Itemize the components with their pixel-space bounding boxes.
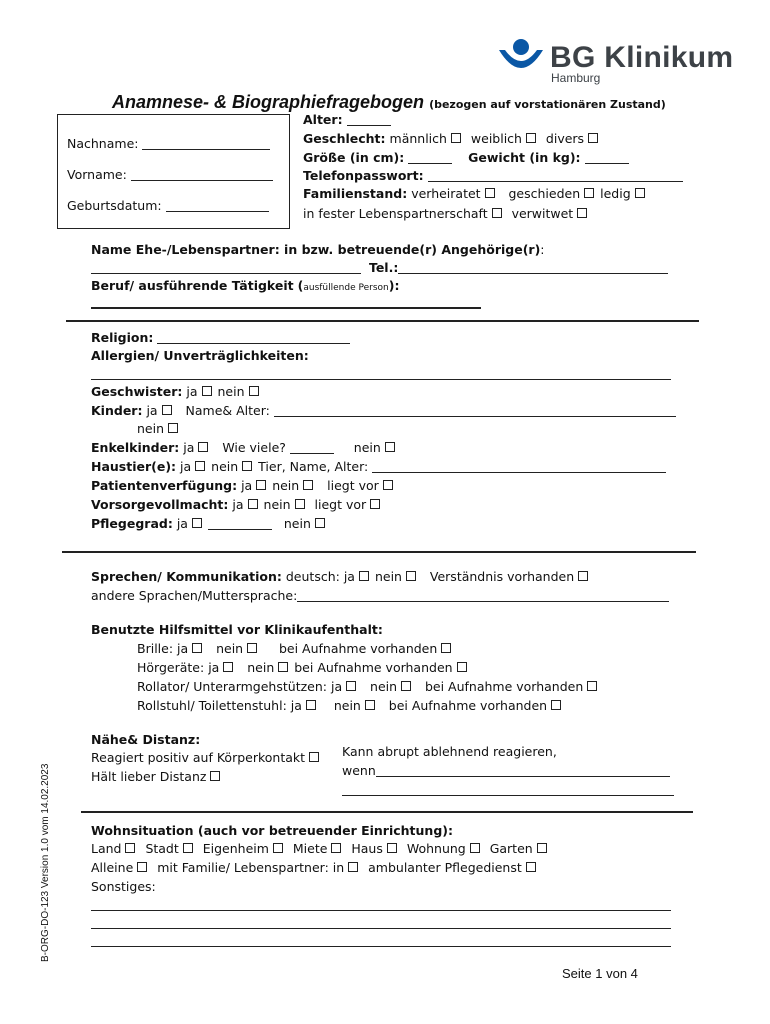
- vorsorgevollmacht-ja-checkbox[interactable]: [248, 499, 258, 509]
- beruf-label: Beruf/ ausführende Tätigkeit (ausfüllende Person):: [91, 278, 400, 293]
- beruf-line[interactable]: [91, 307, 481, 309]
- partner-name-label: Name Ehe-/Lebenspartner: in bzw. betreuende(r) Angehörige(r):: [91, 242, 545, 257]
- section-divider: [62, 551, 696, 553]
- religion-field[interactable]: Religion:: [91, 332, 350, 345]
- geschieden-checkbox[interactable]: [584, 188, 594, 198]
- sonstiges-label: Sonstiges:: [91, 879, 156, 894]
- geschwister-ja-checkbox[interactable]: [202, 386, 212, 396]
- allergien-label: Allergien/ Unverträglichkeiten:: [91, 348, 309, 363]
- hilfsmittel-label: Benutzte Hilfsmittel vor Klinikaufenthalt:: [91, 622, 383, 637]
- logo-city: Hamburg: [551, 71, 601, 85]
- pflegedienst-checkbox[interactable]: [526, 862, 536, 872]
- pflegegrad-field[interactable]: [208, 518, 272, 530]
- sonstiges-line-3[interactable]: [91, 946, 671, 947]
- patientenverfuegung-row: Patientenverfügung: ja nein liegt vor: [91, 480, 395, 493]
- hoergeraete-nein-checkbox[interactable]: [278, 662, 288, 672]
- vorsorgevollmacht-nein-checkbox[interactable]: [295, 499, 305, 509]
- deutsch-ja-checkbox[interactable]: [359, 571, 369, 581]
- pflegegrad-ja-checkbox[interactable]: [192, 518, 202, 528]
- rollator-aufnahme-checkbox[interactable]: [587, 681, 597, 691]
- familie-checkbox[interactable]: [348, 862, 358, 872]
- wenn-field[interactable]: wenn: [342, 765, 670, 778]
- land-checkbox[interactable]: [125, 843, 135, 853]
- patientenverfuegung-ja-checkbox[interactable]: [256, 480, 266, 490]
- section-divider: [66, 320, 699, 322]
- vorsorgevollmacht-row: Vorsorgevollmacht: ja nein liegt vor: [91, 499, 382, 512]
- partnerschaft-checkbox[interactable]: [492, 208, 502, 218]
- partner-name-tel-field[interactable]: Tel.:: [91, 262, 668, 275]
- partnerschaft-row: in fester Lebenspartnerschaft verwitwet: [303, 208, 589, 221]
- hoergeraete-row: Hörgeräte: ja nein bei Aufnahme vorhanden: [137, 662, 469, 675]
- alleine-checkbox[interactable]: [137, 862, 147, 872]
- rollator-nein-checkbox[interactable]: [401, 681, 411, 691]
- kinder-ja-checkbox[interactable]: [162, 405, 172, 415]
- geschwister-nein-checkbox[interactable]: [249, 386, 259, 396]
- form-title: Anamnese- & Biographiefragebogen (bezogen auf vorstationären Zustand): [112, 92, 666, 112]
- hoergeraete-ja-checkbox[interactable]: [223, 662, 233, 672]
- allergien-line[interactable]: [91, 379, 671, 380]
- abrupt-label: Kann abrupt ablehnend reagieren,: [342, 744, 557, 759]
- logo-name: BG Klinikum: [550, 41, 734, 74]
- patientenverfuegung-liegt-vor-checkbox[interactable]: [383, 480, 393, 490]
- enkelkinder-row: Enkelkinder: ja Wie viele? nein: [91, 442, 397, 455]
- naehe-label: Nähe& Distanz:: [91, 732, 201, 747]
- brille-row: Brille: ja nein bei Aufnahme vorhanden: [137, 643, 453, 656]
- vorname-field[interactable]: Vorname:: [67, 169, 273, 182]
- alter-field[interactable]: Alter:: [303, 114, 391, 127]
- familienstand-row: Familienstand: verheiratet geschieden ledig: [303, 188, 647, 201]
- title-note: (bezogen auf vorstationären Zustand): [429, 98, 666, 111]
- page-number: Seite 1 von 4: [562, 966, 638, 981]
- rollstuhl-ja-checkbox[interactable]: [306, 700, 316, 710]
- brille-aufnahme-checkbox[interactable]: [441, 643, 451, 653]
- distanz-row: Hält lieber Distanz: [91, 771, 222, 784]
- sonstiges-line-1[interactable]: [91, 910, 671, 911]
- koerperkontakt-checkbox[interactable]: [309, 752, 319, 762]
- divers-checkbox[interactable]: [588, 133, 598, 143]
- geschwister-row: Geschwister: ja nein: [91, 386, 261, 399]
- wohnsituation-label: Wohnsituation (auch vor betreuender Einrichtung):: [91, 823, 453, 838]
- verstaendnis-checkbox[interactable]: [578, 571, 588, 581]
- alleine-row: Alleine mit Familie/ Lebenspartner: in ambulanter Pflegedienst: [91, 862, 538, 875]
- miete-checkbox[interactable]: [331, 843, 341, 853]
- kinder-row: Kinder: ja Name& Alter:: [91, 405, 676, 418]
- wenn-line-2[interactable]: [342, 795, 674, 796]
- telefonpasswort-field[interactable]: Telefonpasswort:: [303, 170, 683, 183]
- haustier-row: Haustier(e): ja nein Tier, Name, Alter:: [91, 461, 666, 474]
- wohnsituation-row: Land Stadt Eigenheim Miete Haus Wohnung Garten: [91, 843, 549, 856]
- kinder-nein-checkbox[interactable]: [168, 423, 178, 433]
- patientenverfuegung-nein-checkbox[interactable]: [303, 480, 313, 490]
- verwitwet-checkbox[interactable]: [577, 208, 587, 218]
- haus-checkbox[interactable]: [387, 843, 397, 853]
- garten-checkbox[interactable]: [537, 843, 547, 853]
- verheiratet-checkbox[interactable]: [485, 188, 495, 198]
- vorsorgevollmacht-liegt-vor-checkbox[interactable]: [370, 499, 380, 509]
- sonstiges-line-2[interactable]: [91, 928, 671, 929]
- geburtsdatum-field[interactable]: Geburtsdatum:: [67, 200, 269, 213]
- deutsch-nein-checkbox[interactable]: [406, 571, 416, 581]
- enkelkinder-ja-checkbox[interactable]: [198, 442, 208, 452]
- maennlich-checkbox[interactable]: [451, 133, 461, 143]
- hoergeraete-aufnahme-checkbox[interactable]: [457, 662, 467, 672]
- rollstuhl-row: Rollstuhl/ Toilettenstuhl: ja nein bei Aufnahme vorhanden: [137, 700, 563, 713]
- kinder-nein-row: nein: [137, 423, 180, 436]
- haustier-name-field[interactable]: [372, 461, 666, 473]
- rollstuhl-nein-checkbox[interactable]: [365, 700, 375, 710]
- brille-ja-checkbox[interactable]: [192, 643, 202, 653]
- pflegegrad-nein-checkbox[interactable]: [315, 518, 325, 528]
- rollstuhl-aufnahme-checkbox[interactable]: [551, 700, 561, 710]
- kinder-name-field[interactable]: [274, 405, 676, 417]
- enkelkinder-nein-checkbox[interactable]: [385, 442, 395, 452]
- distanz-checkbox[interactable]: [210, 771, 220, 781]
- rollator-row: Rollator/ Unterarmgehstützen: ja nein bei Aufnahme vorhanden: [137, 681, 599, 694]
- stadt-checkbox[interactable]: [183, 843, 193, 853]
- haustier-ja-checkbox[interactable]: [195, 461, 205, 471]
- nachname-field[interactable]: Nachname:: [67, 138, 270, 151]
- enkelkinder-anzahl-field[interactable]: [290, 442, 334, 454]
- ledig-checkbox[interactable]: [635, 188, 645, 198]
- andere-sprachen-field[interactable]: andere Sprachen/Muttersprache:: [91, 590, 669, 603]
- rollator-ja-checkbox[interactable]: [346, 681, 356, 691]
- eigenheim-checkbox[interactable]: [273, 843, 283, 853]
- groesse-gewicht-row[interactable]: Größe (in cm): Gewicht (in kg):: [303, 152, 629, 165]
- weiblich-checkbox[interactable]: [526, 133, 536, 143]
- haustier-nein-checkbox[interactable]: [242, 461, 252, 471]
- geschlecht-row: Geschlecht: männlich weiblich divers: [303, 133, 600, 146]
- version-note: B-ORG-DO-123 Version 1.0 vom 14.02.2023: [40, 763, 51, 962]
- koerperkontakt-row: Reagiert positiv auf Körperkontakt: [91, 752, 321, 765]
- section-divider: [81, 811, 693, 813]
- wohnung-checkbox[interactable]: [470, 843, 480, 853]
- sprechen-row: Sprechen/ Kommunikation: deutsch: ja nein Verständnis vorhanden: [91, 571, 590, 584]
- pflegegrad-row: Pflegegrad: ja nein: [91, 518, 327, 531]
- bg-klinikum-logo-icon: [497, 38, 547, 78]
- brille-nein-checkbox[interactable]: [247, 643, 257, 653]
